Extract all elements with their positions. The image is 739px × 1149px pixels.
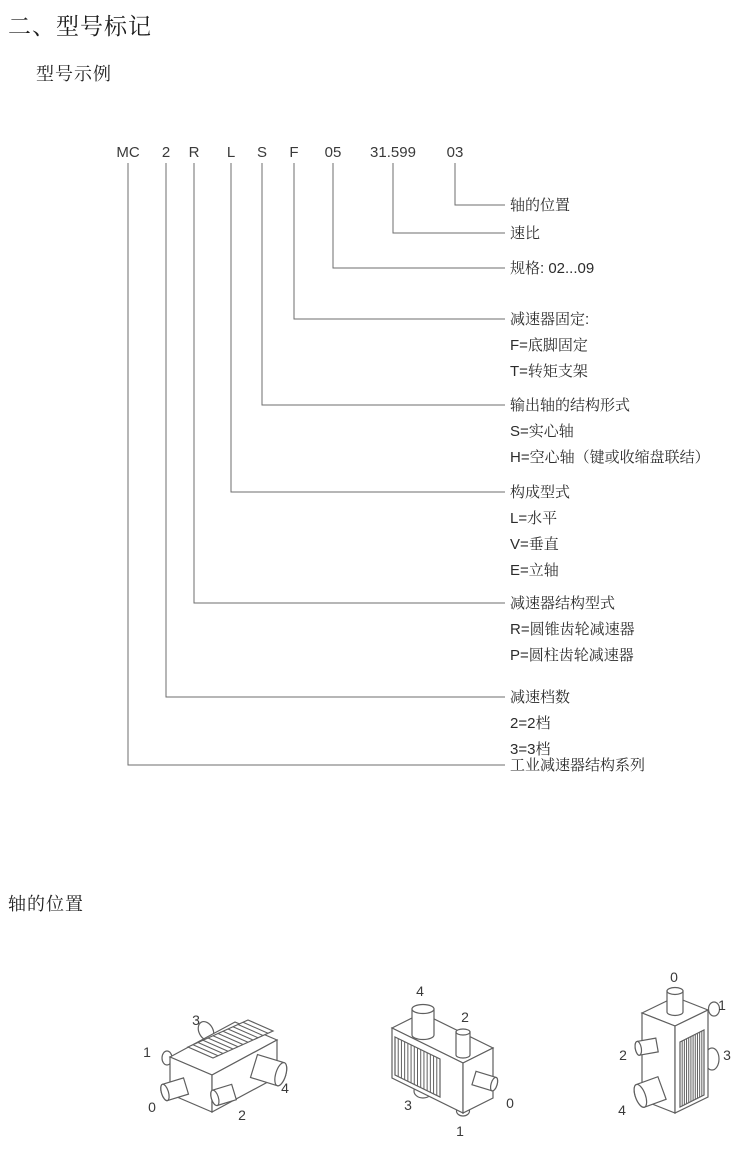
shaft-label-1: 1 <box>718 997 726 1013</box>
shaft-label-1: 1 <box>456 1123 464 1139</box>
designation-option: H=空心轴（键或收缩盘联结） <box>510 449 710 466</box>
designation-option: V=垂直 <box>510 536 559 553</box>
connector-line <box>166 163 505 697</box>
shaft-label-0: 0 <box>148 1099 156 1115</box>
connector-line <box>231 163 505 492</box>
shaft-label-4: 4 <box>618 1102 626 1118</box>
connector-line <box>333 163 505 268</box>
shaft-label-1: 1 <box>143 1044 151 1060</box>
connector-line <box>128 163 505 765</box>
designation-option: L=水平 <box>510 510 558 527</box>
designation-option: 2=2档 <box>510 715 551 732</box>
shaft-view-finned-side <box>360 985 530 1145</box>
designation-S <box>257 144 710 466</box>
code-part-text: MC <box>116 144 140 161</box>
designation-option: S=实心轴 <box>510 423 574 440</box>
connector-line <box>262 163 505 405</box>
shaft-label-2: 2 <box>461 1009 469 1025</box>
cylinder-body <box>456 1032 470 1058</box>
designation-option: T=转矩支架 <box>510 363 588 380</box>
cylinder-cap <box>412 1005 434 1014</box>
designation-label: 减速器结构型式 <box>510 595 616 612</box>
shaft-2 <box>634 1038 658 1056</box>
cylinder-cap <box>456 1029 470 1035</box>
designation-label: 轴的位置 <box>510 197 571 214</box>
subsection-title: 型号示例 <box>36 64 112 84</box>
section-title: 二、型号标记 <box>8 13 152 39</box>
code-part-text: 2 <box>161 144 171 161</box>
shaft-label-2: 2 <box>619 1047 627 1063</box>
shaft-label-2: 2 <box>238 1107 246 1123</box>
shaft-view-upright <box>600 960 739 1145</box>
designation-option: P=圆柱齿轮减速器 <box>510 647 634 664</box>
fins-outline <box>680 1030 704 1107</box>
designation-option: F=底脚固定 <box>510 337 588 354</box>
shaft-2 <box>456 1029 470 1058</box>
shaft-label-4: 4 <box>281 1080 289 1096</box>
designation-label: 输出轴的结构形式 <box>510 397 631 414</box>
code-part-text: R <box>188 144 200 161</box>
connector-line <box>294 163 505 319</box>
designation-label: 速比 <box>510 225 541 242</box>
designation-option: R=圆锥齿轮减速器 <box>510 621 635 638</box>
shaft-view-horizontal <box>120 990 320 1149</box>
shaft-label-0: 0 <box>670 969 678 985</box>
shaft-label-4: 4 <box>416 983 424 999</box>
cooling-fins <box>680 1030 704 1107</box>
designation-2 <box>162 144 570 758</box>
designation-label: 减速档数 <box>510 689 571 706</box>
shaft-label-3: 3 <box>723 1047 731 1063</box>
designation-label: 构成型式 <box>510 484 571 501</box>
designation-label: 减速器固定: <box>510 311 590 328</box>
code-part-text: 05 <box>324 144 342 161</box>
cylinder-cap <box>667 988 683 995</box>
shaft-label-3: 3 <box>404 1097 412 1113</box>
designation-label: 规格: 02...09 <box>510 260 595 277</box>
code-part-text: 31.599 <box>370 144 416 161</box>
designation-label: 工业减速器结构系列 <box>510 757 646 774</box>
connector-line <box>194 163 505 603</box>
shaft-4 <box>412 1005 434 1040</box>
code-part-text: 03 <box>446 144 464 161</box>
connector-line <box>393 163 505 233</box>
shaft-label-0: 0 <box>506 1095 514 1111</box>
connector-line <box>455 163 505 205</box>
code-part-text: L <box>226 144 236 161</box>
shaft-label-3: 3 <box>192 1012 200 1028</box>
code-part-text: S <box>256 144 268 161</box>
shaft-0 <box>667 988 683 1016</box>
designation-option: E=立轴 <box>510 562 559 579</box>
code-part-text: F <box>289 144 299 161</box>
shaft-position-title: 轴的位置 <box>8 894 84 914</box>
designation-03 <box>447 144 570 214</box>
designation-option: 3=3档 <box>510 741 551 758</box>
